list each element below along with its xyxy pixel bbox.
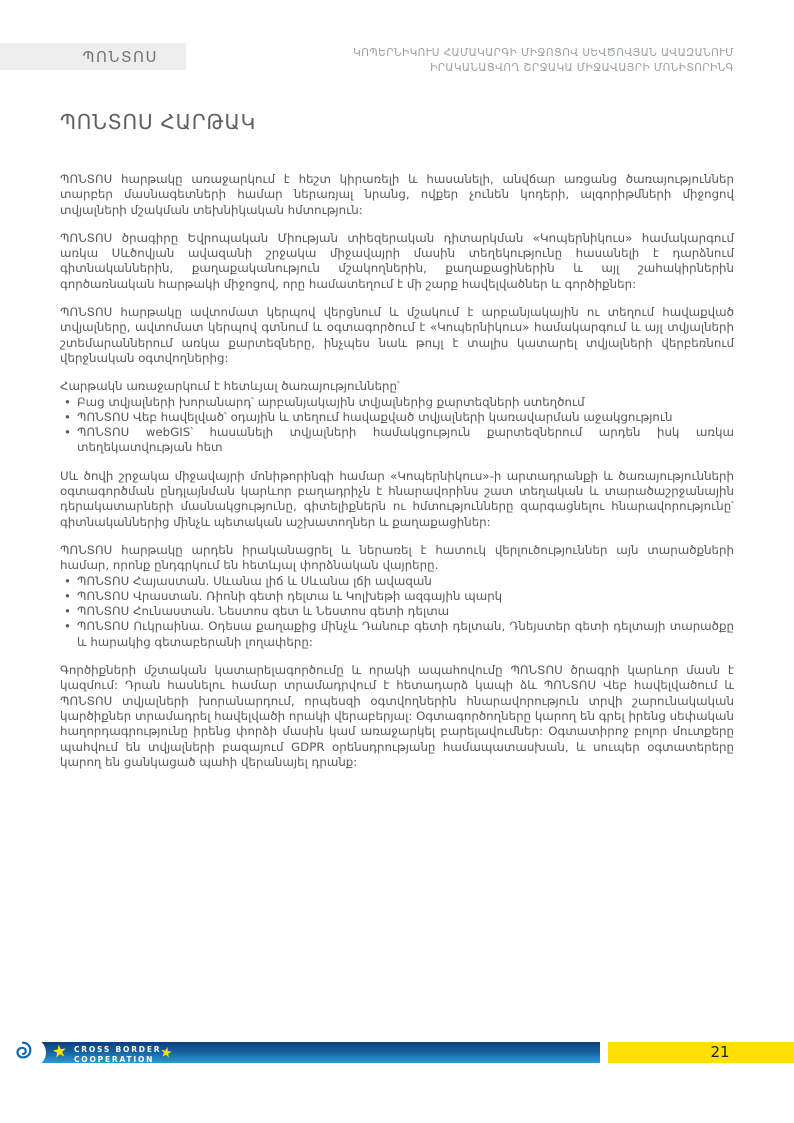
footer-plaque: [0, 1038, 46, 1067]
paragraph-intro: ՊՈՆՏՈՍ հարթակը առաջարկում է հեշտ կիրառելի և հասանելի, անվճար առցանց ծառայություններ տարբեր մասնագետների համար ներառյալ նրանց, ովքեր չունեն կոդերի, ալգորիթմների միջոցով տվյալների մշակման տեխնիկական հմտություն:: [60, 172, 734, 217]
paragraph-feedback: Գործիքների մշտական կատարելագործումը և որակի ապահովումը ՊՈՆՏՈՍ ծրագրի կարևոր մասն է կազմում: Դրան հասնելու համար տրամադրվում է հետադարձ կապի ձև ՊՈՆՏՈՍ Վեբ հավելվածում և ՊՈՆՏՈՍ տվյալների խորանարդում, որպեսզի օգտվողներին հնարավորություն տրվի շարունակական կարծիքներ տրամադրել հավելվածի որակի վերաբերյալ: Օգտագործողները կարող են գրել իրենց սեփական հաղորդագրությունը իրենց փորձի մասին կամ առաջարկել բարելավումներ: Օգտատիրոջ բոլոր մուտքերը պահվում են տվյալների բազայում GDPR օրենսդրությանը համապատասխան, և սուպեր օգտատերերը կարող են ցանկացած պահի վերանայել դրանք:: [60, 663, 734, 769]
paragraph-participation: Սև ծովի շրջակա միջավայրի մոնիթորինգի համար «Կոպերնիկուս»-ի արտադրանքի և ծառայությունների օգտագործման ընդլայնման կարևոր բաղադրիչն է հնարավորինս շատ տեղական և տարածաշրջանային դերակատարների մասնակցությունը, գիտելիքներն ու հմտությունները զարգացնելու հնարավորությունը՝ գիտնականներից մինչև պետական աշխատողներ և քաղաքացիներ:: [60, 468, 734, 529]
pilot-sites-intro: ՊՈՆՏՈՍ հարթակը արդեն իրականացրել և ներառել է հատուկ վերլուծություններ այն տարածքների համար, որոնք ընդգրկում են հետևյալ փորձնական վայրերը.: [60, 542, 734, 573]
footer-logo-text-line-1: CROSS BORDER: [74, 1045, 162, 1054]
footer-logo-text: [74, 1045, 161, 1064]
page-number: 21: [710, 1043, 730, 1061]
paragraph-processing: ՊՈՆՏՈՍ հարթակը ավտոմատ կերպով վերցնում և մշակում է արբանյակային ու տեղում հավաքված տվյալները, ավտոմատ կերպով գտնում և օգտագործում է «Կոպերնիկուս» համակարգում և այլ տվյալների շտեմարաններում առկա քարտեզները, ինչպես նաև թույլ է տալիս կատարել տվյալների վերբեռնում վերջնական օգտվողներից:: [60, 305, 734, 365]
header-subtitle: [353, 46, 734, 75]
list-item: • ՊՈՆՏՈՍ webGIS՝ հասանելի տվյալների համակցություն քարտեզներում արդեն իսկ առկա տեղեկատվության հետ: [77, 425, 734, 456]
star-icon: ★: [158, 1044, 174, 1062]
page-number-plate: [608, 1042, 794, 1063]
list-item: • ՊՈՆՏՈՍ Վրաստան. Ռիոնի գետի դելտա և Կոլխեթի ազգային պարկ: [77, 589, 734, 604]
document-body: [60, 172, 734, 783]
header-brand-box: [0, 43, 186, 70]
spiral-wave-icon: [12, 1040, 34, 1066]
list-item: • ՊՈՆՏՈՍ Հայաստան. Սևանա լիճ և Սևանա լճի ավազան: [77, 574, 734, 589]
list-item: • ՊՈՆՏՈՍ Հունաստան. Նեստոս գետ և Նեստոս գետի դելտա: [77, 604, 734, 619]
list-item: • Բաց տվյալների խորանարդ՝ արբանյակային տվյալներից քարտեզների ստեղծում: [77, 395, 734, 410]
header-subtitle-line-2: ԻՐԱԿԱՆԱՑՎՈՂ ՇՐՋԱԿԱ ՄԻՋԱՎԱՅՐԻ ՄՈՆԻՏՈՐԻՆԳ: [430, 61, 734, 74]
header-brand-label: ՊՈՆՏՈՍ: [82, 47, 158, 66]
services-list: [60, 395, 734, 456]
paragraph-program: ՊՈՆՏՈՍ ծրագիրը Եվրոպական Միության տիեզերական դիտարկման «Կոպերնիկուս» համակարգում առկա Սևծովյան ավազանի շրջակա միջավայրի մասին տեղեկությունը հասանելի է դարձնում գիտնականներին, քաղաքականություն մշակողներին, քաղաքացիներին և այլ շահակիրներին գործառնական հարթակի միջոցով, որը համատեղում է մի շարք հավելվածներ և գործիքներ:: [60, 230, 734, 291]
list-item: • ՊՈՆՏՈՍ Ուկրաինա. Օդեսա քաղաքից մինչև Դանուբ գետի դելտան, Դնեյստեր գետի դելտայի տարածքը և հարակից գետաբերանի լողափերը:: [77, 619, 734, 650]
list-item: • ՊՈՆՏՈՍ Վեբ հավելված՝ օդային և տեղում հավաքված տվյալների կառավարման աջակցություն: [77, 410, 734, 425]
page-title: ՊՈՆՏՈՍ ՀԱՐԹԱԿ: [60, 110, 257, 134]
header-subtitle-line-1: ԿՈՊԵՐՆԻԿՈՒՍ ՀԱՄԱԿԱՐԳԻ ՄԻՋՈՑՈՎ ՍԵՎԾՈՎՅԱՆ ԱՎԱԶԱՆՈՒՄ: [353, 47, 734, 59]
footer-logo-text-line-2: COOPERATION: [74, 1054, 155, 1064]
star-icon: ★: [50, 1041, 69, 1063]
pilot-sites-list: [60, 574, 734, 650]
services-list-intro: Հարթակն առաջարկում է հետևյալ ծառայությունները՝: [60, 379, 400, 394]
